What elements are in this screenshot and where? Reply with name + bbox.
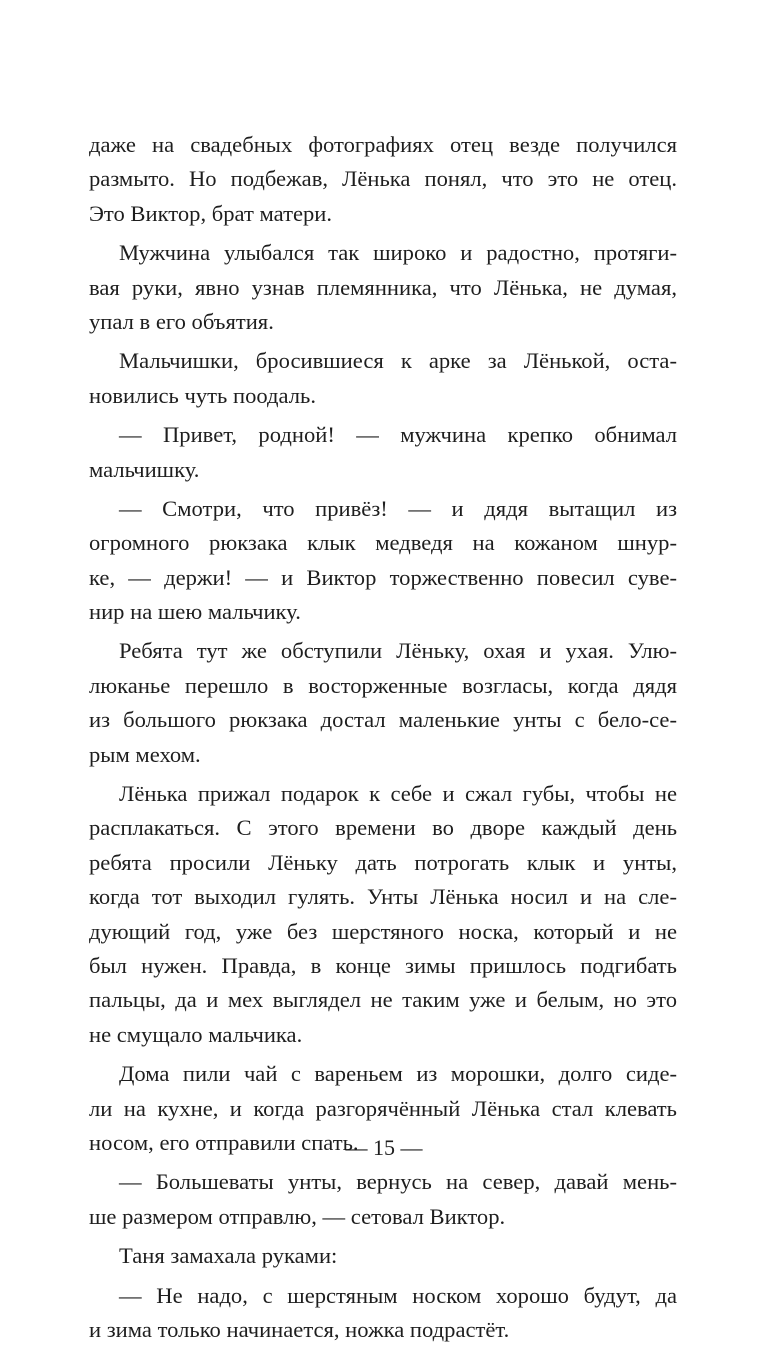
text-line: дующий год, уже без шерстяного носка, который и не <box>89 918 677 944</box>
page-number: — 15 — <box>345 1135 423 1160</box>
text-line: ке, — держи! — и Виктор торжественно повесил суве- <box>89 564 677 590</box>
text-line: Таня замахала руками: <box>119 1243 338 1269</box>
text-line: вая руки, явно узнав племянника, что Лёнька, не думая, <box>89 274 677 300</box>
text-line: пальцы, да и мех выглядел не таким уже и белым, но это <box>89 987 677 1013</box>
text-line: Мужчина улыбался так широко и радостно, протяги- <box>119 240 677 266</box>
text-line: — Смотри, что привёз! — и дядя вытащил из <box>119 495 677 521</box>
text-line: ли на кухне, и когда разгорячённый Лёнька стал клевать <box>89 1095 677 1121</box>
text-line: был нужен. Правда, в конце зимы пришлось подгибать <box>89 952 677 978</box>
text-line: Ребята тут же обступили Лёньку, охая и ухая. Улю- <box>119 638 677 664</box>
text-line: и зима только начинается, ножка подрастёт. <box>89 1316 510 1342</box>
text-line: — Не надо, с шерстяным носком хорошо будут, да <box>119 1282 677 1308</box>
text-line: когда тот выходил гулять. Унты Лёнька носил и на сле- <box>89 884 677 910</box>
text-line: из большого рюкзака достал маленькие унты с бело-се- <box>89 707 677 733</box>
body-text <box>89 128 677 1347</box>
text-line: Дома пили чай с вареньем из морошки, долго сиде- <box>119 1061 677 1087</box>
text-line: ше размером отправлю, — сетовал Виктор. <box>89 1203 506 1229</box>
text-line: Это Виктор, брат матери. <box>89 200 333 226</box>
text-line: огромного рюкзака клык медведя на кожаном шнур- <box>89 530 677 556</box>
text-line: новились чуть поодаль. <box>89 382 316 408</box>
text-line: Лёнька прижал подарок к себе и сжал губы, чтобы не <box>119 781 677 807</box>
text-line: даже на свадебных фотографиях отец везде получился <box>89 132 677 157</box>
text-line: расплакаться. С этого времени во дворе каждый день <box>89 815 677 841</box>
text-line: рым мехом. <box>89 741 201 767</box>
text-line: — Большеваты унты, вернусь на север, давай мень- <box>119 1169 677 1195</box>
text-line: не смущало мальчика. <box>89 1021 303 1047</box>
text-line: размыто. Но подбежав, Лёнька понял, что это не отец. <box>89 166 677 192</box>
text-line: носом, его отправили спать. <box>89 1129 359 1155</box>
text-line: — Привет, родной! — мужчина крепко обнимал <box>119 422 677 448</box>
text-line: ребята просили Лёньку дать потрогать клык и унты, <box>89 849 677 875</box>
text-line: нир на шею мальчику. <box>89 599 301 625</box>
text-line: упал в его объятия. <box>89 308 274 334</box>
text-line: люканье перешло в восторженные возгласы, когда дядя <box>89 672 677 698</box>
text-line: мальчишку. <box>89 456 200 482</box>
text-line: Мальчишки, бросившиеся к арке за Лёнькой, оста- <box>119 348 677 374</box>
